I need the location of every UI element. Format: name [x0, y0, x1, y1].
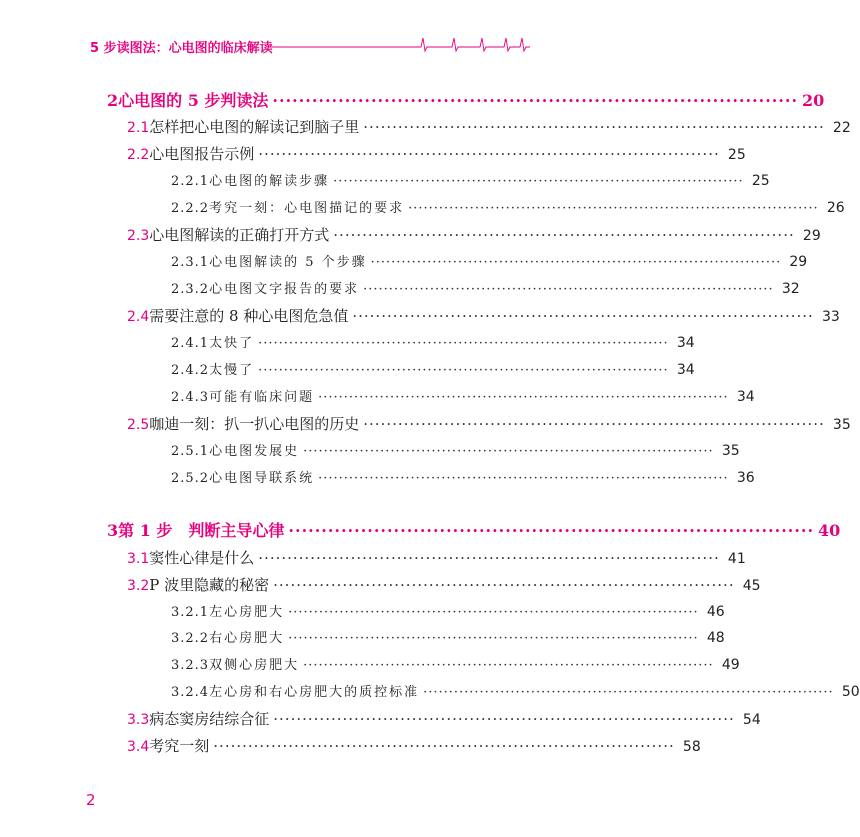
- toc-leader-dots: ················································································: [258, 363, 669, 378]
- toc-entry-number: 2.2: [127, 147, 150, 163]
- toc-entry-title: P 波里隐藏的秘密: [149, 576, 270, 594]
- toc-entry-number: 2.2.2: [171, 201, 210, 216]
- toc-entry-number: 2.5: [127, 417, 150, 433]
- toc-entry-page: 29: [802, 228, 821, 244]
- toc-entry-page: 34: [676, 362, 695, 378]
- toc-subsection-entry[interactable]: [171, 384, 755, 410]
- toc-entry-title: 右心房肥大: [209, 631, 285, 646]
- toc-entry-number: 2.5.1: [171, 444, 210, 459]
- toc-entry-number: 2.4.3: [171, 390, 210, 405]
- toc-leader-dots: ················································································: [288, 631, 699, 646]
- toc-entry-number: 2.3.2: [171, 282, 210, 297]
- toc-subsection-entry[interactable]: [171, 249, 808, 275]
- toc-entry-title: 心电图的解读步骤: [209, 174, 330, 189]
- toc-entry-title: 左心房和右心房肥大的质控标准: [209, 685, 420, 700]
- toc-leader-dots: ················································································: [423, 685, 834, 700]
- toc-entry-title: 心电图导联系统: [209, 471, 315, 486]
- toc-entry-page: 34: [676, 335, 695, 351]
- toc-section-entry[interactable]: [127, 733, 701, 759]
- toc-leader-dots: ················································································: [352, 307, 814, 325]
- toc-leader-dots: ················································································: [258, 336, 669, 351]
- toc-entry-title: 第 1 步 判断主导心律: [118, 521, 285, 540]
- toc-entry-title: 左心房肥大: [209, 605, 285, 620]
- toc-entry-page: 33: [821, 309, 840, 325]
- toc-leader-dots: ················································································: [288, 605, 699, 620]
- toc-subsection-entry[interactable]: [171, 195, 845, 221]
- toc-leader-dots: ················································································: [363, 118, 825, 136]
- toc-entry-number: 2.3.1: [171, 255, 210, 270]
- toc-leader-dots: ················································································: [288, 521, 815, 540]
- toc-subsection-entry[interactable]: [171, 330, 695, 356]
- toc-entry-number: 2.4.2: [171, 363, 210, 378]
- toc-leader-dots: ················································································: [318, 471, 729, 486]
- toc-entry-page: 50: [841, 684, 860, 700]
- toc-subsection-entry[interactable]: [171, 679, 860, 705]
- toc-entry-title: 考究一刻: [149, 737, 210, 755]
- toc-subsection-entry[interactable]: [171, 438, 740, 464]
- toc-entry-title: 窦性心律是什么: [149, 549, 255, 567]
- toc-section-entry[interactable]: [127, 114, 851, 140]
- toc-entry-title: 怎样把心电图的解读记到脑子里: [149, 118, 360, 136]
- toc-entry-page: 46: [706, 604, 725, 620]
- toc-subsection-entry[interactable]: [171, 652, 740, 678]
- toc-entry-page: 49: [721, 657, 740, 673]
- toc-entry-title: 可能有临床问题: [209, 390, 315, 405]
- toc-entry-page: 58: [682, 739, 701, 755]
- toc-entry-page: 35: [832, 417, 851, 433]
- toc-leader-dots: ················································································: [258, 549, 720, 567]
- toc-leader-dots: ················································································: [273, 576, 735, 594]
- toc-leader-dots: ················································································: [370, 255, 782, 270]
- toc-subsection-entry[interactable]: [171, 599, 725, 625]
- toc-entry-title: 心电图文字报告的要求: [209, 282, 360, 297]
- toc-entry-title: 心电图的 5 步判读法: [118, 91, 269, 110]
- toc-entry-title: 需要注意的 8 种心电图危急值: [149, 307, 349, 325]
- toc-entry-page: 36: [736, 470, 755, 486]
- toc-entry-number: 3.3: [127, 712, 150, 728]
- toc-entry-title: 太慢了: [209, 363, 255, 378]
- ecg-line-decoration: [268, 34, 530, 56]
- toc-entry-number: 2.4.1: [171, 336, 210, 351]
- toc-entry-page: 20: [802, 91, 825, 110]
- toc-entry-number: 2.1: [127, 120, 150, 136]
- running-header: [90, 34, 530, 56]
- toc-entry-title: 考究一刻：心电图描记的要求: [209, 201, 405, 216]
- toc-leader-dots: ················································································: [333, 226, 795, 244]
- toc-entry-number: 3.2.4: [171, 685, 210, 700]
- toc-entry-page: 25: [751, 173, 770, 189]
- toc-entry-number: 3.1: [127, 551, 150, 567]
- toc-entry-title: 心电图解读的正确打开方式: [149, 226, 330, 244]
- toc-entry-number: 3: [107, 521, 119, 540]
- toc-section-entry[interactable]: [127, 222, 821, 248]
- toc-leader-dots: ················································································: [213, 737, 675, 755]
- toc-entry-page: 40: [818, 521, 841, 540]
- toc-entry-page: 34: [736, 389, 755, 405]
- toc-entry-number: 3.2.3: [171, 658, 210, 673]
- toc-leader-dots: ················································································: [333, 174, 744, 189]
- toc-leader-dots: ················································································: [272, 91, 799, 110]
- toc-entry-page: 32: [781, 281, 800, 297]
- toc-entry-page: 22: [832, 120, 851, 136]
- toc-leader-dots: ················································································: [258, 145, 720, 163]
- toc-entry-number: 2: [107, 91, 119, 110]
- toc-subsection-entry[interactable]: [171, 168, 770, 194]
- toc-subsection-entry[interactable]: [171, 357, 695, 383]
- toc-entry-page: 48: [706, 630, 725, 646]
- toc-entry-number: 3.2.1: [171, 605, 210, 620]
- toc-leader-dots: ················································································: [318, 390, 729, 405]
- toc-entry-page: 25: [727, 147, 746, 163]
- toc-entry-number: 3.4: [127, 739, 150, 755]
- toc-entry-page: 45: [742, 578, 761, 594]
- toc-entry-title: 心电图解读的 5 个步骤: [209, 255, 367, 270]
- page-number: 2: [86, 791, 96, 809]
- toc-leader-dots: ················································································: [363, 415, 825, 433]
- toc-entry-title: 病态窦房结综合征: [149, 710, 270, 728]
- toc-entry-number: 3.2.2: [171, 631, 210, 646]
- toc-section-entry[interactable]: [127, 411, 851, 437]
- toc-leader-dots: ················································································: [303, 658, 714, 673]
- toc-section-entry[interactable]: [127, 303, 840, 329]
- toc-entry-page: 26: [826, 200, 845, 216]
- toc-section-entry[interactable]: [127, 572, 761, 598]
- toc-subsection-entry[interactable]: [171, 276, 800, 302]
- toc-subsection-entry[interactable]: [171, 625, 725, 651]
- toc-entry-title: 心电图发展史: [209, 444, 300, 459]
- running-header-title: 5 步读图法：心电图的临床解读: [90, 41, 273, 56]
- toc-entry-page: 29: [789, 254, 808, 270]
- toc-entry-title: 咖迪一刻：扒一扒心电图的历史: [149, 415, 360, 433]
- toc-leader-dots: ················································································: [363, 282, 774, 297]
- toc-entry-title: 太快了: [209, 336, 255, 351]
- toc-section-entry[interactable]: [127, 141, 746, 167]
- toc-chapter-entry[interactable]: [107, 88, 825, 114]
- toc-section-entry[interactable]: [127, 706, 761, 732]
- toc-leader-dots: ················································································: [408, 201, 819, 216]
- toc-entry-number: 2.2.1: [171, 174, 210, 189]
- toc-entry-number: 3.2: [127, 578, 150, 594]
- toc-leader-dots: ················································································: [303, 444, 714, 459]
- toc-entry-title: 心电图报告示例: [149, 145, 255, 163]
- toc-subsection-entry[interactable]: [171, 465, 755, 491]
- toc-section-entry[interactable]: [127, 545, 746, 571]
- toc-entry-number: 2.4: [127, 309, 150, 325]
- toc-entry-title: 双侧心房肥大: [209, 658, 300, 673]
- toc-leader-dots: ················································································: [273, 710, 735, 728]
- toc-entry-number: 2.3: [127, 228, 150, 244]
- toc-chapter-entry[interactable]: [107, 518, 841, 544]
- toc-entry-page: 54: [742, 712, 761, 728]
- toc-entry-page: 41: [727, 551, 746, 567]
- toc-entry-page: 35: [721, 443, 740, 459]
- toc-entry-number: 2.5.2: [171, 471, 210, 486]
